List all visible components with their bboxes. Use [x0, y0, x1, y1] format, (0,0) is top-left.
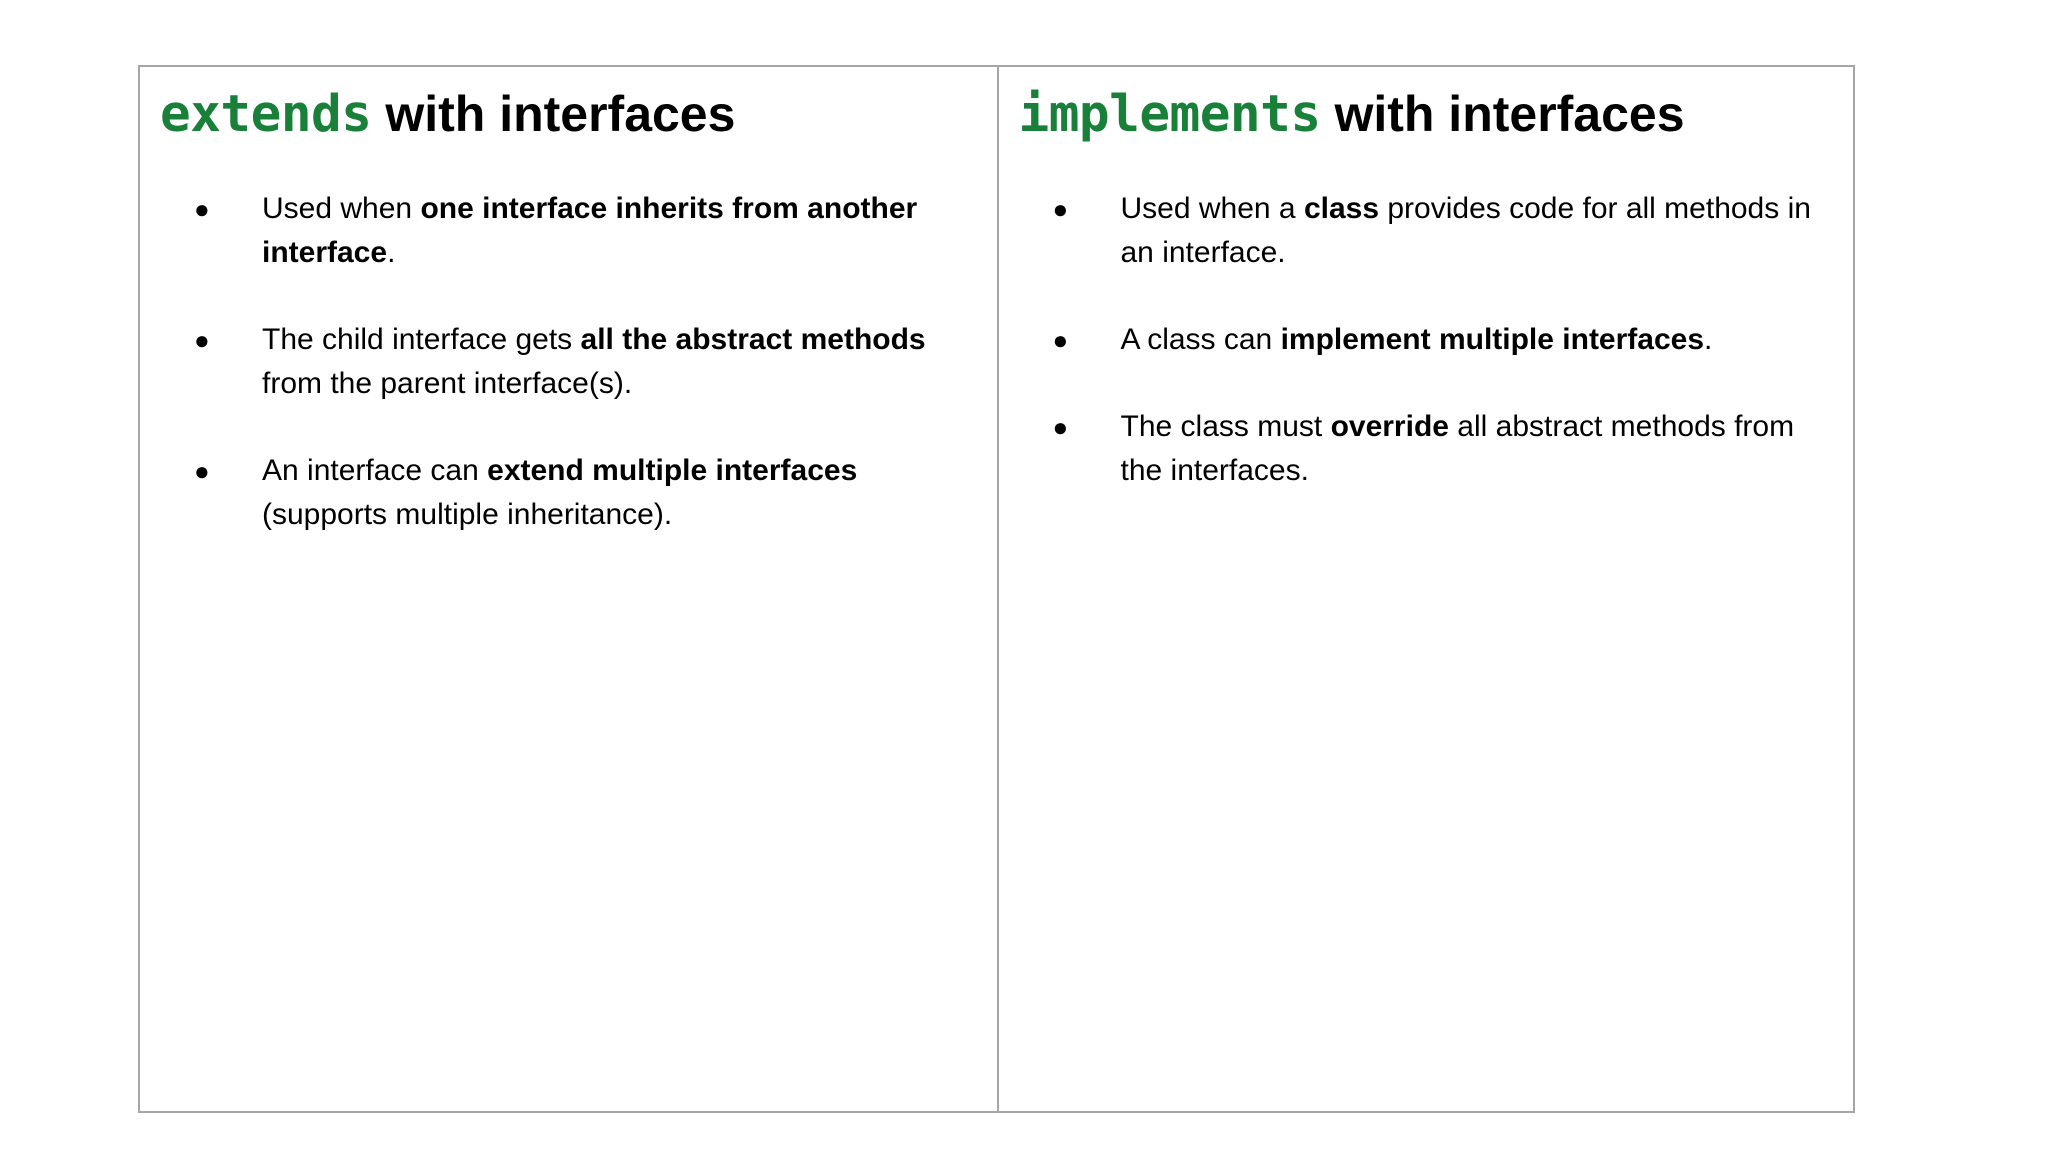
bullet-text-run: Used when a — [1120, 192, 1304, 225]
extends-keyword: extends — [160, 85, 372, 144]
bullet-text — [1121, 192, 1811, 269]
bullet-text — [1121, 323, 1713, 356]
implements-heading-text: with interfaces — [1320, 86, 1685, 142]
bullet-text-run: (supports multiple inheritance). — [262, 498, 673, 531]
bullet-text-bold: implement multiple interfaces — [1280, 323, 1705, 356]
bullet-text-run: A class can — [1120, 323, 1281, 356]
implements-bullet-list — [999, 187, 1834, 536]
bullet-dot-icon: ● — [194, 325, 210, 355]
bullet-item — [140, 318, 977, 406]
bullet-text — [262, 192, 917, 269]
bullet-item — [999, 318, 1834, 362]
bullet-item — [999, 405, 1834, 493]
bullet-text-bold: class — [1303, 192, 1380, 225]
bullet-dot-icon: ● — [1052, 325, 1069, 355]
comparison-table — [138, 65, 1855, 1113]
bullet-text-bold: one interface inherits from another interface — [262, 192, 918, 269]
bullet-text-run: from the parent interface(s). — [262, 367, 633, 400]
bullet-text-run: The child interface gets — [262, 323, 581, 356]
bullet-text — [262, 323, 926, 400]
extends-heading-text: with interfaces — [371, 86, 736, 142]
bullet-text — [262, 454, 857, 531]
bullet-text-bold: override — [1330, 410, 1449, 443]
bullet-dot-icon: ● — [194, 194, 210, 224]
bullet-text-bold: extend multiple interfaces — [487, 454, 858, 487]
bullet-text-run: all abstract methods from the interfaces. — [1120, 410, 1795, 487]
bullet-text-bold: all the abstract methods — [580, 323, 926, 356]
extends-column — [140, 67, 997, 1111]
bullet-text-run: . — [1704, 323, 1713, 356]
bullet-item — [999, 187, 1834, 275]
bullet-dot-icon: ● — [1052, 194, 1069, 224]
bullet-text-run: The class must — [1120, 410, 1331, 443]
extends-heading — [160, 85, 736, 144]
extends-bullet-list — [140, 187, 977, 580]
bullet-text-run: Used when — [262, 192, 421, 225]
bullet-text-run: . — [387, 236, 396, 269]
bullet-dot-icon: ● — [194, 456, 210, 486]
bullet-item — [140, 187, 977, 275]
bullet-text — [1121, 410, 1795, 487]
implements-column — [997, 67, 1854, 1111]
bullet-dot-icon: ● — [1052, 412, 1069, 442]
bullet-text-run: An interface can — [262, 454, 488, 487]
implements-keyword: implements — [1018, 85, 1321, 144]
implements-heading — [1018, 85, 1685, 144]
bullet-item — [140, 449, 977, 537]
bullet-text-run: provides code for all methods in an interface. — [1120, 192, 1811, 269]
